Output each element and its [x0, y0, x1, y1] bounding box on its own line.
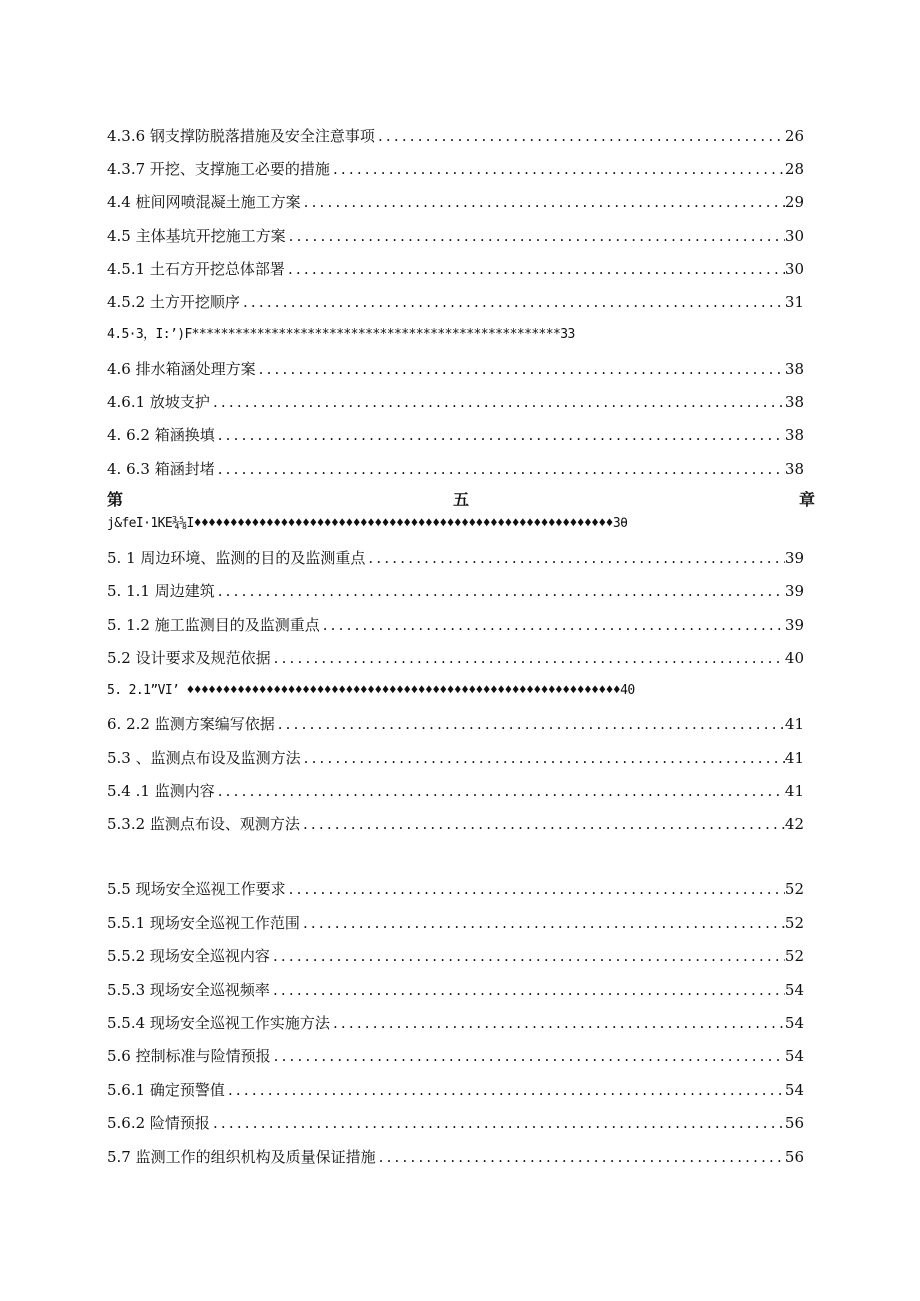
toc-entry-page: 40 — [784, 649, 804, 667]
toc-leader-dots — [271, 646, 785, 670]
toc-entry-page: 38 — [784, 360, 804, 378]
toc-entry[interactable] — [107, 1044, 804, 1068]
toc-entry[interactable] — [107, 944, 804, 968]
toc-entry[interactable] — [107, 646, 804, 670]
toc-leader-dots — [215, 457, 785, 481]
toc-leader-dots — [210, 390, 785, 414]
toc-leader-dots — [365, 546, 785, 570]
toc-entry-page: 56 — [784, 1148, 804, 1166]
toc-entry-page: 52 — [784, 914, 804, 932]
toc-entry-page: 29 — [784, 193, 804, 211]
toc-entry[interactable] — [107, 290, 804, 314]
toc-leader-dots — [256, 357, 785, 381]
toc-entry-page: 52 — [784, 880, 804, 898]
toc-entry[interactable] — [107, 1111, 804, 1135]
toc-entry-page: 42 — [784, 815, 804, 833]
toc-entry[interactable] — [107, 190, 804, 214]
toc-entry-title: 4.5.2 土方开挖顺序 — [107, 293, 240, 311]
toc-entry[interactable] — [107, 746, 804, 770]
toc-entry-title: 5.5.2 现场安全巡视内容 — [107, 947, 270, 965]
toc-entry-page: 38 — [784, 426, 804, 444]
toc-leader-dots — [376, 1145, 785, 1169]
toc-entry[interactable] — [107, 1011, 804, 1035]
toc-leader-dots — [215, 779, 785, 803]
toc-entry[interactable] — [107, 911, 804, 935]
toc-entry-title: 6. 2.2 监测方案编写依据 — [107, 715, 275, 733]
toc-entry[interactable] — [107, 978, 804, 1002]
toc-entry[interactable] — [107, 712, 804, 736]
toc-entry-title: 4.6 排水箱涵处理方案 — [107, 360, 256, 378]
toc-entry-garbled[interactable]: j&feI·1KE¾⅝I♦♦♦♦♦♦♦♦♦♦♦♦♦♦♦♦♦♦♦♦♦♦♦♦♦♦♦♦♦♦♦♦♦♦♦♦♦♦♦♦♦♦♦♦♦♦♦♦♦♦♦♦♦♦♦♦♦♦3θ — [107, 516, 628, 531]
toc-leader-dots — [320, 613, 785, 637]
toc-entry[interactable] — [107, 423, 804, 447]
toc-leader-dots — [225, 1078, 785, 1102]
toc-entry-title: 4.3.7 开挖、支撑施工必要的措施 — [107, 160, 330, 178]
chapter-heading-char: 五 — [452, 490, 469, 509]
toc-entry[interactable] — [107, 1145, 804, 1169]
toc-entry[interactable] — [107, 579, 804, 603]
toc-entry-title: 4.3.6 钢支撑防脱落措施及安全注意事项 — [107, 127, 375, 145]
toc-entry[interactable] — [107, 357, 804, 381]
toc-entry-page: 54 — [784, 1081, 804, 1099]
toc-entry[interactable] — [107, 157, 804, 181]
toc-leader-dots — [271, 1044, 785, 1068]
toc-leader-dots — [240, 290, 785, 314]
toc-entry-title: 4.5 主体基坑开挖施工方案 — [107, 227, 286, 245]
toc-leader-dots — [301, 746, 785, 770]
toc-leader-dots — [286, 224, 785, 248]
toc-leader-dots — [300, 812, 785, 836]
toc-entry-title: 5. 1 周边环境、监测的目的及监测重点 — [107, 549, 366, 567]
toc-entry[interactable] — [107, 812, 804, 836]
chapter-heading-char: 章 — [798, 490, 815, 509]
toc-entry-title: 5.5 现场安全巡视工作要求 — [107, 880, 286, 898]
toc-entry-page: 54 — [784, 1047, 804, 1065]
toc-entry-page: 41 — [784, 782, 804, 800]
toc-entry-page: 30 — [784, 260, 804, 278]
toc-entry-title: 5.6.2 险情预报 — [107, 1114, 210, 1132]
toc-leader-dots — [215, 423, 785, 447]
toc-entry-title: 4.5.1 土石方开挖总体部署 — [107, 260, 285, 278]
toc-leader-dots — [210, 1111, 785, 1135]
toc-entry-garbled[interactable]: 4.5·3，I:’)F***************************************************33 — [107, 327, 575, 342]
toc-entry-page: 38 — [784, 460, 804, 478]
toc-entry-page: 39 — [784, 582, 804, 600]
chapter-heading-char: 第 — [107, 490, 124, 509]
toc-entry[interactable] — [107, 390, 804, 414]
toc-entry-page: 41 — [784, 715, 804, 733]
toc-leader-dots — [375, 124, 785, 148]
toc-entry-page: 31 — [784, 293, 804, 311]
toc-leader-dots — [215, 579, 785, 603]
toc-entry-title: 5.6.1 确定预警值 — [107, 1081, 225, 1099]
toc-entry-title: 5.5.1 现场安全巡视工作范围 — [107, 914, 300, 932]
toc-entry-title: 5.7 监测工作的组织机构及质量保证措施 — [107, 1148, 376, 1166]
toc-entry-page: 26 — [784, 127, 804, 145]
toc-entry-page: 38 — [784, 393, 804, 411]
chapter-heading[interactable] — [107, 488, 815, 512]
toc-leader-dots — [285, 257, 785, 281]
toc-leader-dots — [330, 157, 785, 181]
toc-leader-dots — [270, 978, 785, 1002]
toc-entry[interactable] — [107, 546, 804, 570]
toc-entry-title: 5.6 控制标准与险情预报 — [107, 1047, 271, 1065]
toc-entry-title: 5.5.4 现场安全巡视工作实施方法 — [107, 1014, 330, 1032]
toc-entry-page: 56 — [784, 1114, 804, 1132]
toc-entry[interactable] — [107, 224, 804, 248]
toc-leader-dots — [301, 190, 785, 214]
toc-entry-garbled[interactable]: 5. 2.1”VI’ ♦♦♦♦♦♦♦♦♦♦♦♦♦♦♦♦♦♦♦♦♦♦♦♦♦♦♦♦♦♦♦♦♦♦♦♦♦♦♦♦♦♦♦♦♦♦♦♦♦♦♦♦♦♦♦♦♦♦♦♦40 — [107, 683, 635, 698]
toc-entry[interactable] — [107, 877, 804, 901]
toc-entry-title: 4.4 桩间网喷混凝土施工方案 — [107, 193, 301, 211]
toc-entry[interactable] — [107, 613, 804, 637]
toc-leader-dots — [286, 877, 785, 901]
toc-entry[interactable] — [107, 124, 804, 148]
toc-leader-dots — [330, 1011, 785, 1035]
toc-entry-title: 4. 6.3 箱涵封堵 — [107, 460, 215, 478]
toc-entry-page: 54 — [784, 1014, 804, 1032]
toc-entry[interactable] — [107, 457, 804, 481]
toc-entry-title: 4.6.1 放坡支护 — [107, 393, 210, 411]
toc-entry-title: 5.3 、监测点布设及监测方法 — [107, 749, 301, 767]
toc-entry-page: 30 — [784, 227, 804, 245]
toc-entry[interactable] — [107, 779, 804, 803]
toc-entry-page: 52 — [784, 947, 804, 965]
toc-entry-title: 5.2 设计要求及规范依据 — [107, 649, 271, 667]
toc-entry-title: 5.4 .1 监测内容 — [107, 782, 215, 800]
toc-entry-title: 5.3.2 监测点布设、观测方法 — [107, 815, 300, 833]
toc-leader-dots — [275, 712, 785, 736]
toc-entry-title: 5. 1.1 周边建筑 — [107, 582, 215, 600]
toc-leader-dots — [300, 911, 785, 935]
toc-entry-title: 5.5.3 现场安全巡视频率 — [107, 981, 270, 999]
toc-entry-page: 39 — [784, 549, 804, 567]
toc-leader-dots — [270, 944, 785, 968]
toc-entry[interactable] — [107, 1078, 804, 1102]
toc-entry-title: 5. 1.2 施工监测目的及监测重点 — [107, 616, 320, 634]
toc-entry-page: 39 — [784, 616, 804, 634]
toc-entry[interactable] — [107, 257, 804, 281]
toc-entry-page: 54 — [784, 981, 804, 999]
toc-entry-page: 28 — [784, 160, 804, 178]
toc-entry-title: 4. 6.2 箱涵换填 — [107, 426, 215, 444]
toc-entry-page: 41 — [784, 749, 804, 767]
